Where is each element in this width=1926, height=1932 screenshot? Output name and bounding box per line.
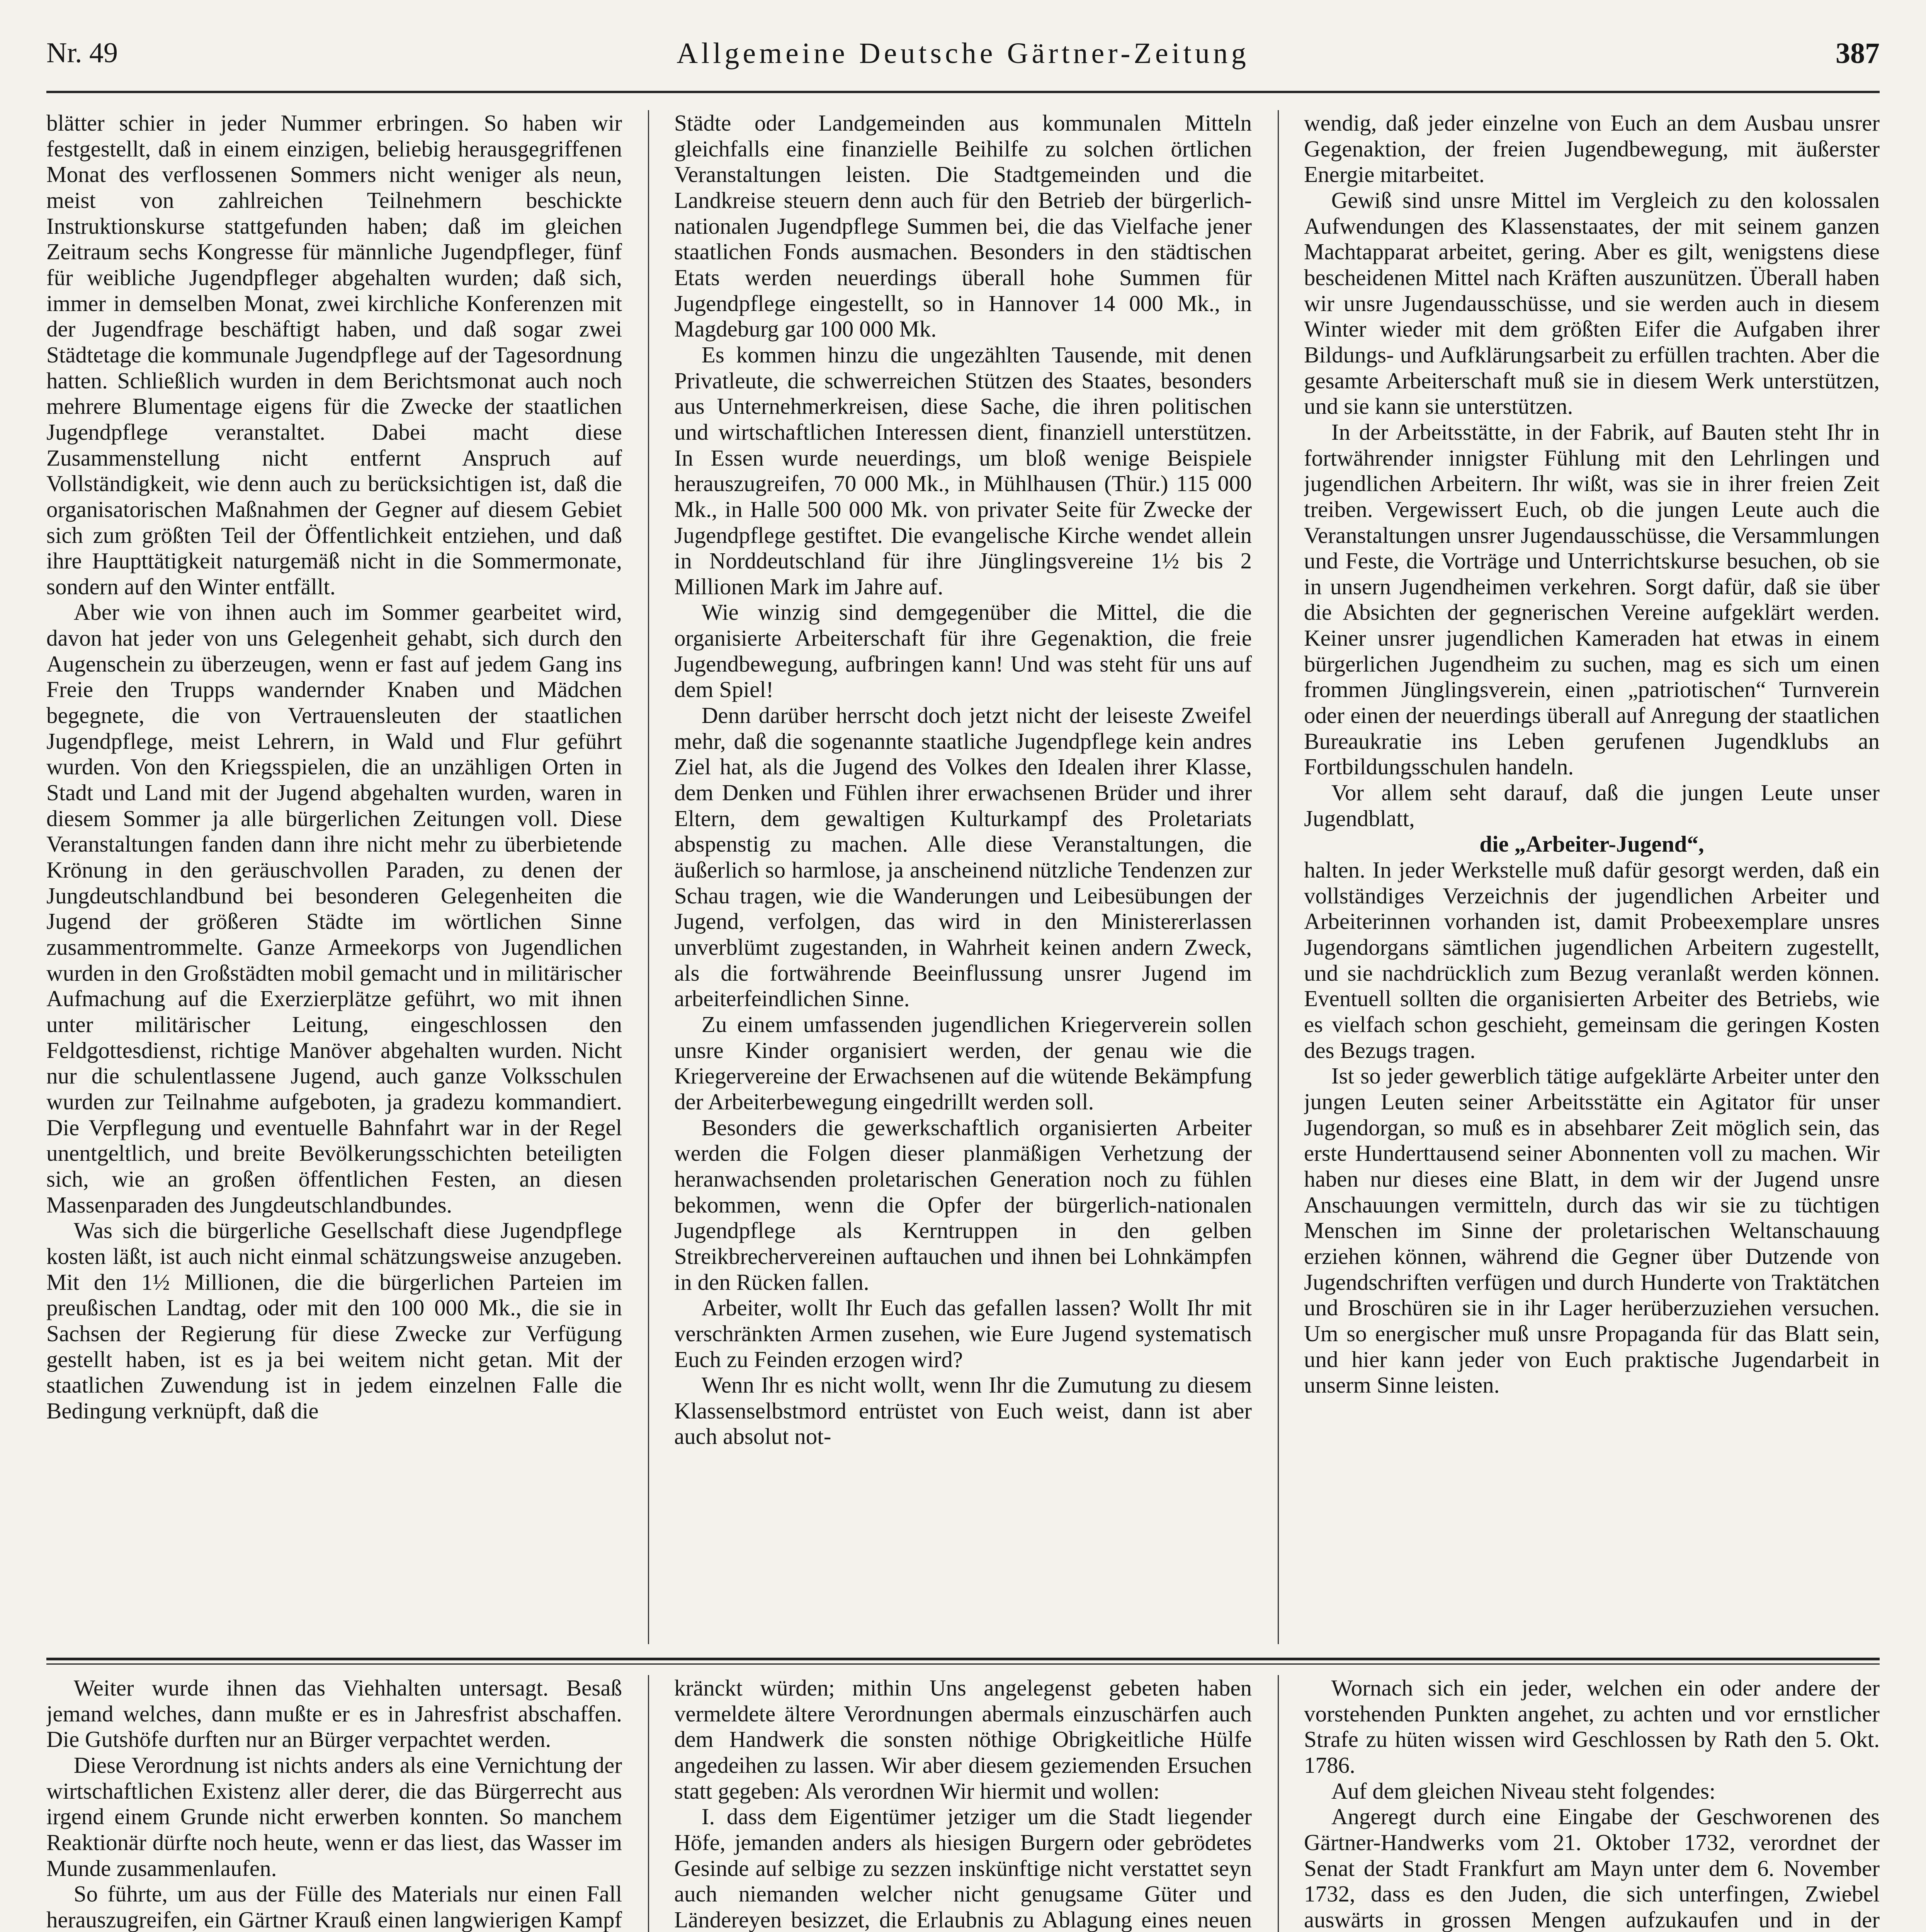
- upper-column-1: [46, 110, 622, 1644]
- page-number: 387: [1836, 37, 1880, 70]
- paragraph: Aber wie von ihnen auch im Sommer gearbeitet wird, davon hat jeder von uns Gelegenheit gehabt, sich durch den Augenschein zu überzeugen, wenn er fast auf jedem Gang ins Freie den Trupps wandernder Knaben und Mädchen begegnete, die von Vertrauensleuten der staatlichen Jugendpflege, meist Lehrern, in Wald und Flur geführt wurden. Von den Kriegsspielen, die an unzähligen Orten in Stadt und Land mit der Jugend abgehalten wurden, waren in diesem Sommer ja alle bürgerlichen Zeitungen voll. Diese Veranstaltungen fanden dann ihre nicht mehr zu überbietende Krönung in den geräuschvollen Paraden, zu denen der Jungdeutschlandbund bei besonderen Gelegenheiten die Jugend der größeren Städte im wörtlichen Sinne zusammentrommelte. Ganze Armeekorps von Jugendlichen wurden in den Großstädten mobil gemacht und in militärischer Aufmachung auf die Exerzierplätze geführt, wo mit ihnen unter militärischer Leitung, eingeschlossen den Feldgottesdienst, richtige Manöver abgehalten wurden. Nicht nur die schulentlassene Jugend, auch ganze Volksschulen wurden zur Teilnahme aufgeboten, ja gradezu kommandiert. Die Verpflegung und eventuelle Bahnfahrt war in der Regel unentgeltlich, und breite Bevölkerungsschichten beteiligten sich, wie an großen öffentlichen Festen, an diesen Massenparaden des Jungdeutschlandbundes.: [46, 599, 622, 1218]
- paragraph: wendig, daß jeder einzelne von Euch an dem Ausbau unsrer Gegenaktion, der freien Jugendbewegung, mit äußerster Energie mitarbeitet.: [1304, 110, 1880, 187]
- paragraph: kränckt würden; mithin Uns angelegenst gebeten haben vermeldete ältere Verordnungen abermals einzuschärfen auch dem Handwerk die sonsten nöthige Obrigkeitliche Hülfe angedeihen zu lassen. Wir aber diesem geziemenden Ersuchen statt gegeben: Als verordnen Wir hiermit und wollen:: [674, 1675, 1252, 1804]
- paragraph: In der Arbeitsstätte, in der Fabrik, auf Bauten steht Ihr in fortwährender innigster Fühlung mit den Lehrlingen und jugendlichen Arbeitern. Ihr wißt, was sie in ihrer freien Zeit treiben. Vergewissert Euch, ob die jungen Leute auch die Veranstaltungen unsrer Jugendausschüsse, die Versammlungen und Feste, die Vorträge und Unterrichtskurse besuchen, ob sie in unsern Jugendheimen verkehren. Sorgt dafür, daß sie über die Absichten der gegnerischen Vereine aufgeklärt werden. Keiner unsrer jugendlichen Kameraden hat etwas in einem bürgerlichen Jugendheim zu suchen, mag es sich um einen frommen Jünglingsverein, einen „patriotischen“ Turnverein oder einen der neuerdings überall auf Anregung der staatlichen Bureaukratie ins Leben gerufenen Jugendklubs an Fortbildungsschulen handeln.: [1304, 419, 1880, 780]
- paragraph: Zu einem umfassenden jugendlichen Kriegerverein sollen unsre Kinder organisiert werden, der genau wie die Kriegervereine der Erwachsenen auf die wütende Bekämpfung der Arbeiterbewegung eingedrillt werden soll.: [674, 1011, 1252, 1114]
- column-divider: [1278, 110, 1279, 1644]
- column-divider: [648, 110, 649, 1644]
- paragraph: Wenn Ihr es nicht wollt, wenn Ihr die Zumutung zu diesem Klassenselbstmord entrüstet von Euch weist, dann ist aber auch absolut not-: [674, 1372, 1252, 1449]
- paragraph: Ist so jeder gewerblich tätige aufgeklärte Arbeiter unter den jungen Leuten seiner Arbeitsstätte ein Agitator für unser Jugendorgan, so muß es in absehbarer Zeit möglich sein, das erste Hunderttausend seiner Abonnenten voll zu machen. Wir haben nur dieses eine Blatt, in dem wir der Jugend unsre Anschauungen vermitteln, durch das wir sie zu tüchtigen Menschen im Sinne der proletarischen Weltanschauung erziehen können, während die Gegner über Dutzende von Jugendschriften verfügen und durch Hunderte von Traktätchen und Broschüren sie in ihr Lager herüberzuziehen versuchen. Um so energischer muß unsre Propaganda für das Blatt sein, und hier kann jeder von Euch praktische Jugendarbeit in unserm Sinne leisten.: [1304, 1063, 1880, 1398]
- lower-column-3: [1304, 1675, 1880, 1932]
- paragraph: Weiter wurde ihnen das Viehhalten untersagt. Besaß jemand welches, dann mußte er es in Jahresfrist abschaffen. Die Gutshöfe durften nur an Bürger verpachtet werden.: [46, 1675, 622, 1752]
- paragraph: Vor allem seht darauf, daß die jungen Leute unser Jugendblatt,: [1304, 780, 1880, 831]
- newspaper-title: Allgemeine Deutsche Gärtner-Zeitung: [677, 37, 1249, 70]
- paragraph: halten. In jeder Werkstelle muß dafür gesorgt werden, daß ein vollständiges Verzeichnis der jugendlichen Arbeiter und Arbeiterinnen vorhanden ist, damit Probeexemplare unsres Jugendorgans sämtlichen jugendlichen Arbeitern zugestellt, und sie nachdrücklich zum Bezug veranlaßt werden können. Eventuell sollten die organisierten Arbeiter des Betriebs, wie es vielfach schon geschieht, gemeinsam die geringen Kosten des Bezugs tragen.: [1304, 857, 1880, 1063]
- paragraph: Auf dem gleichen Niveau steht folgendes:: [1331, 1778, 1716, 1804]
- paragraph: blätter schier in jeder Nummer erbringen. So haben wir festgestellt, daß in einem einzigen, beliebig herausgegriffenen Monat des verflossenen Sommers nicht weniger als neun, meist von zahlreichen Teilnehmern beschickte Instruktionskurse stattgefunden haben; daß im gleichen Zeitraum sechs Kongresse für männliche Jugendpfleger, fünf für weibliche Jugendpfleger abgehalten wurden; daß sich, immer in demselben Monat, zwei kirchliche Konferenzen mit der Jugendfrage beschäftigt haben, und daß sogar zwei Städtetage die kommunale Jugendpflege auf der Tagesordnung hatten. Schließlich wurden in dem Berichtsmonat auch noch mehrere Blumentage eigens für die Zwecke der staatlichen Jugendpflege veranstaltet. Dabei macht diese Zusammenstellung nicht entfernt Anspruch auf Vollständigkeit, wie denn auch zu berücksichtigen ist, daß die organisatorischen Maßnahmen der Gegner auf diesem Gebiet sich zum größten Teil der Öffentlichkeit entziehen, und daß ihre Haupttätigkeit naturgemäß nicht in die Sommermonate, sondern auf den Winter entfällt.: [46, 110, 622, 599]
- lower-column-1: [46, 1675, 622, 1932]
- upper-column-2: [674, 110, 1252, 1644]
- paragraph: Wornach sich ein jeder, welchen ein oder andere der vorstehenden Punkten angehet, zu achten und vor ernstlicher Strafe zu hüten wissen wird Geschlossen by Rath den 5. Okt. 1786.: [1304, 1675, 1880, 1778]
- paragraph: Besonders die gewerkschaftlich organisierten Arbeiter werden die Folgen dieser planmäßigen Verhetzung der heranwachsenden proletarischen Generation noch zu fühlen bekommen, wenn die Opfer der bürgerlich-nationalen Jugendpflege als Kerntruppen in den gelben Streikbrechervereinen auftauchen und ihnen bei Lohnkämpfen in den Rücken fallen.: [674, 1114, 1252, 1295]
- paragraph: Angeregt durch eine Eingabe der Geschworenen des Gärtner-Handwerks vom 21. Oktober 1732, verordnet der Senat der Stadt Frankfurt am Mayn unter dem 6. November 1732, dass es den Juden, die sich unterfingen, Zwiebel auswärts in grossen Mengen aufzukaufen und in der: [1304, 1804, 1880, 1932]
- paragraph: Was sich die bürgerliche Gesellschaft diese Jugendpflege kosten läßt, ist auch nicht einmal schätzungsweise anzugeben. Mit den 1½ Millionen, die die bürgerlichen Parteien im preußischen Landtag, oder mit den 100 000 Mk., die sie in Sachsen der Regierung für diese Zwecke zur Verfügung gestellt haben, ist es ja bei weitem nicht getan. Mit der staatlichen Zuwendung ist in jedem einzelnen Falle die Bedingung verknüpft, daß die: [46, 1218, 622, 1423]
- upper-column-3: [1304, 110, 1880, 1644]
- page-header: [46, 37, 1880, 83]
- paragraph: Städte oder Landgemeinden aus kommunalen Mitteln gleichfalls eine finanzielle Beihilfe zu solchen örtlichen Veranstaltungen leisten. Die Stadtgemeinden und die Landkreise steuern denn auch für den Betrieb der bürgerlich-nationalen Jugendpflege Summen bei, die das Vielfache jener staatlichen Fonds ausmachen. Besonders in den städtischen Etats werden neuerdings überall hohe Summen für Jugendpflege eingestellt, so in Hannover 14 000 Mk., in Magdeburg gar 100 000 Mk.: [674, 110, 1252, 342]
- paragraph: So führte, um aus der Fülle des Materials nur einen Fall herauszugreifen, ein Gärtner Krauß einen langwierigen Kampf: [46, 1881, 622, 1932]
- highlighted-title: die „Arbeiter-Jugend“,: [1479, 831, 1704, 857]
- issue-number: Nr. 49: [46, 37, 118, 69]
- paragraph: I. dass dem Eigentümer jetziger um die Stadt liegender Höfe, jemanden anders als hiesigen Burgern oder gebrödetes Gesinde auf selbige zu sezzen inskünftige nicht verstattet seyn auch niemanden welcher nicht genugsame Güter und Ländereyen besizzet, die Erlaubnis zu Ablagung eines neuen: [674, 1804, 1252, 1932]
- upper-article: [46, 110, 1880, 1644]
- paragraph: Denn darüber herrscht doch jetzt nicht der leiseste Zweifel mehr, daß die sogenannte staatliche Jugendpflege kein andres Ziel hat, als die Jugend des Volkes den Idealen ihrer Klasse, dem Denken und Fühlen ihrer erwachsenen Brüder und ihrer Eltern, dem gewaltigen Kulturkampf des Proletariats abspenstig zu machen. Alle diese Veranstaltungen, die äußerlich so harmlose, ja anscheinend nützliche Tendenzen zur Schau tragen, wie die Wanderungen und Leibesübungen der Jugend, verfolgen, das wird in den Ministererlassen unverblümt zugestanden, in Wahrheit keinen andern Zweck, als die fortwährende Beeinflussung unsrer Jugend im arbeiterfeindlichen Sinne.: [674, 702, 1252, 1012]
- header-rule: [46, 91, 1880, 93]
- column-divider: [1278, 1675, 1279, 1932]
- paragraph: Gewiß sind unsre Mittel im Vergleich zu den kolossalen Aufwendungen des Klassenstaates, der mit seinem ganzen Machtapparat arbeitet, gering. Aber es gilt, wenigstens diese bescheidenen Mittel nach Kräften auszunützen. Überall haben wir unsre Jugendausschüsse, und sie werden auch in diesem Winter wieder mit dem größten Eifer die Aufgaben ihrer Bildungs- und Aufklärungsarbeit zu erfüllen trachten. Aber die gesamte Arbeiterschaft muß sie in diesem Werk unterstützen, und sie kann sie unterstützen.: [1304, 187, 1880, 419]
- paragraph: Wie winzig sind demgegenüber die Mittel, die die organisierte Arbeiterschaft für ihre Gegenaktion, die freie Jugendbewegung, aufbringen kann! Und was steht für uns auf dem Spiel!: [674, 599, 1252, 702]
- paragraph: Arbeiter, wollt Ihr Euch das gefallen lassen? Wollt Ihr mit verschränkten Armen zusehen, wie Eure Jugend systematisch Euch zu Feinden erzogen wird?: [674, 1295, 1252, 1372]
- column-divider: [648, 1675, 649, 1932]
- lower-column-2: [674, 1675, 1252, 1932]
- paragraph: Es kommen hinzu die ungezählten Tausende, mit denen Privatleute, die schwerreichen Stützen des Staates, besonders aus Unternehmerkreisen, diese Sache, die ihren politischen und wirtschaftlichen Interessen dient, finanziell unterstützen. In Essen wurde neuerdings, um bloß wenige Beispiele herauszugreifen, 70 000 Mk., in Mühlhausen (Thür.) 115 000 Mk., in Halle 500 000 Mk. von privater Seite für Zwecke der Jugendpflege gestiftet. Die evangelische Kirche wendet allein in Norddeutschland für ihre Jünglingsvereine 1½ bis 2 Millionen Mark im Jahre auf.: [674, 342, 1252, 599]
- section-separator: [46, 1658, 1880, 1660]
- paragraph: Diese Verordnung ist nichts anders als eine Vernichtung der wirtschaftlichen Existenz aller derer, die das Bürgerrecht aus irgend einem Grunde nicht erwerben konnten. So manchem Reaktionär dürfte noch heute, wenn er das liest, das Wasser im Munde zusammenlaufen.: [46, 1752, 622, 1881]
- section-separator-thin: [46, 1663, 1880, 1665]
- lower-article: [46, 1675, 1880, 1932]
